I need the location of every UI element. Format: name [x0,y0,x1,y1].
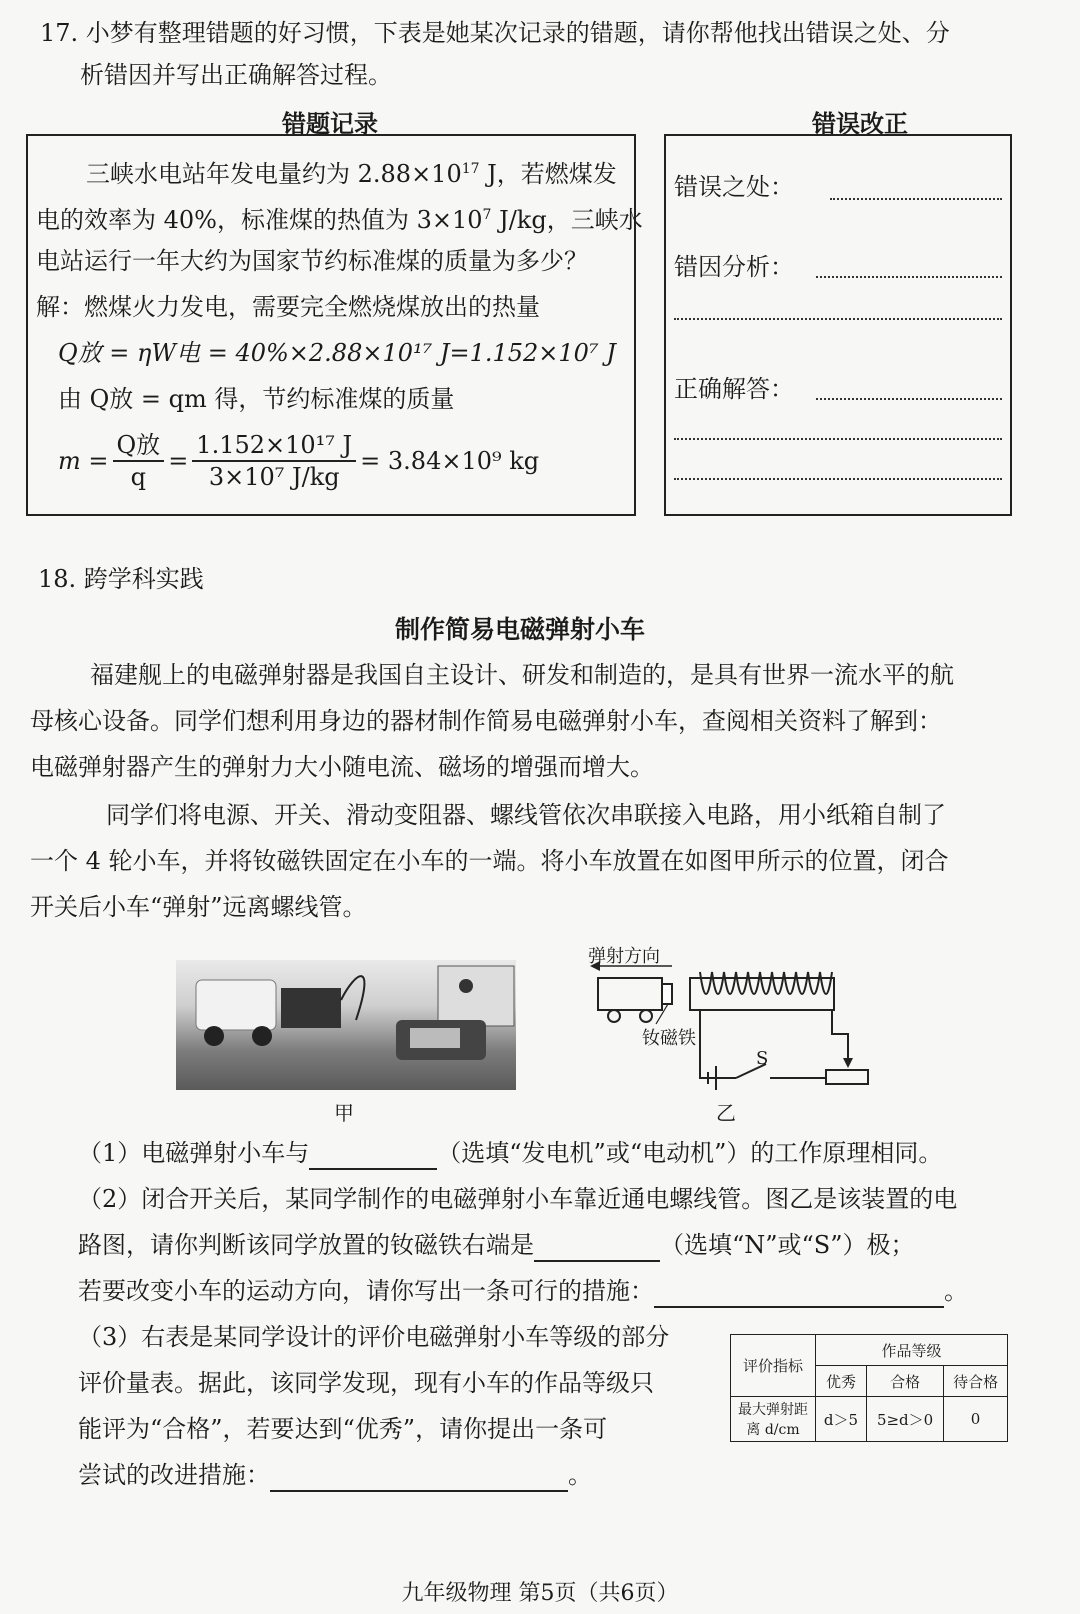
record-line-1b: J，若燃煤发 [479,160,617,188]
figure-a-photo [176,960,516,1090]
sub-question-1 [78,1136,942,1170]
magnet-label: 钕磁铁 [642,1028,696,1049]
correction-box [664,134,1012,516]
para1-line1: 福建舰上的电磁弹射器是我国自主设计、研发和制造的，是具有世界一流水平的航 [90,661,954,689]
eq3-fraction-1 [113,430,165,492]
correct-answer-blank-1[interactable] [816,398,1002,400]
correct-answer-label: 正确解答： [674,375,794,403]
q18-title: 制作简易电磁弹射小车 [394,615,645,644]
record-line-1-exp: 17 [461,161,480,177]
eq3-fraction-2 [192,430,356,492]
table-row-label: 最大弹射距离 d/cm [731,1397,816,1442]
cart-body [598,978,662,1010]
s3-blank[interactable] [270,1464,568,1492]
equation-1: Q放 = ηW电 = 40%×2.88×10¹⁷ J=1.152×10⁷ J [58,339,616,367]
coil [700,972,832,994]
s1-text-b: （选填“发电机”或“电动机”）的工作原理相同。 [437,1139,943,1167]
s3-text-d: 尝试的改进措施： [78,1461,270,1489]
s3-end: 。 [568,1461,592,1489]
eq3-frac1-den: q [130,463,147,491]
correction-header: 错误改正 [812,109,908,138]
wrong-record-box [26,134,643,516]
error-cause-blank-1[interactable] [816,276,1002,278]
s2-text-c: 若要改变小车的运动方向，请你写出一条可行的措施： [78,1277,654,1305]
error-location-label: 错误之处： [674,173,794,201]
rheostat [826,1070,868,1084]
table-header-pending: 待合格 [944,1366,1008,1397]
correct-answer-blank-3[interactable] [674,478,1002,480]
record-line-2 [36,198,643,237]
eq3-frac2-num: 1.152×10¹⁷ J [192,430,356,462]
error-cause-label: 错因分析： [674,253,794,281]
magnet [662,984,672,1004]
eq3-frac2-den: 3×10⁷ J/kg [208,463,340,491]
q18-heading: 18. 跨学科实践 [38,565,204,593]
record-line-2b: J/kg，三峡水 [491,206,643,234]
rheostat-slider-arrow [843,1058,853,1068]
record-line-2-exp: 7 [482,207,492,223]
s2-end: 。 [944,1277,968,1305]
page-footer: 九年级物理 第5页（共6页） [401,1581,679,1606]
equation-2: 由 Q放 = qm 得，节约标准煤的质量 [58,385,455,413]
s2-text-b: （选填“N”或“S”）极； [660,1231,915,1259]
s2-line1: （2）闭合开关后，某同学制作的电磁弹射小车靠近通电螺线管。图乙是该装置的电 [78,1185,958,1213]
s3-line3: 能评为“合格”，若要达到“优秀”，请你提出一条可 [78,1415,608,1443]
error-cause-blank-2[interactable] [674,318,1002,320]
wrong-record-header: 错题记录 [282,109,378,138]
figure-b-label: 乙 [716,1101,736,1125]
s2-line3 [78,1274,968,1308]
record-line-1 [86,152,617,191]
para2-line2: 一个 4 轮小车，并将钕磁铁固定在小车的一端。将小车放置在如图甲所示的位置，闭合 [30,847,949,875]
s1-text-a: （1）电磁弹射小车与 [78,1139,310,1167]
s1-blank[interactable] [309,1142,437,1170]
table-cell-pending: 0 [944,1397,1008,1442]
eq3-rhs: = 3.84×10⁹ kg [360,447,540,475]
record-line-3: 电站运行一年大约为国家节约标准煤的质量为多少？ [36,247,588,275]
table-header-excellent: 优秀 [816,1366,867,1397]
para2-line3: 开关后小车“弹射”远离螺线管。 [30,893,367,921]
q17-intro-line1: 17. 小梦有整理错题的好习惯，下表是她某次记录的错题，请你帮他找出错误之处、分 [40,19,950,47]
s2-text-a: 路图，请你判断该同学放置的钕磁铁右端是 [78,1231,534,1259]
s2-line2 [78,1228,915,1262]
table-cell-excellent: d＞5 [816,1397,867,1442]
record-line-4: 解：燃煤火力发电，需要完全燃烧煤放出的热量 [36,293,540,321]
table-header-indicator: 评价指标 [731,1335,816,1397]
figure-a-drawing [176,960,516,1090]
direction-label: 弹射方向 [588,946,660,967]
correct-answer-blank-2[interactable] [674,438,1002,440]
q17-intro-line2: 析错因并写出正确解答过程。 [80,61,392,89]
para1-line3: 电磁弹射器产生的弹射力大小随电流、磁场的增强而增大。 [30,753,654,781]
s2-blank-measure[interactable] [654,1280,944,1308]
figure-a-label: 甲 [334,1101,354,1125]
switch-label: S [756,1048,769,1069]
s3-line4 [78,1458,592,1492]
s3-line2: 评价量表。据此，该同学发现，现有小车的作品等级只 [78,1369,654,1397]
equation-3: m = $\frac{\text{Q放}}{q}$ = $\frac{\text{1.152×10¹⁷ J}}{\text{3×10⁷ J/kg}}$ = 3.84×10⁹ kg [58,431,540,491]
para2-line1: 同学们将电源、开关、滑动变阻器、螺线管依次串联接入电路，用小纸箱自制了 [106,801,946,829]
s2-blank-pole[interactable] [534,1234,660,1262]
table-header-grade: 作品等级 [816,1335,1008,1366]
record-line-1a: 三峡水电站年发电量约为 2.88×10 [86,160,462,188]
record-line-2a: 电的效率为 40%，标准煤的热值为 3×10 [36,206,483,234]
evaluation-table [730,1334,1008,1442]
error-location-blank[interactable] [830,198,1002,200]
table-cell-pass: 5≥d＞0 [867,1397,944,1442]
para1-line2: 母核心设备。同学们想利用身边的器材制作简易电磁弹射小车，查阅相关资料了解到： [30,707,942,735]
eq3-frac1-num: Q放 [113,430,165,462]
eq3-lhs: m = [58,447,109,475]
table-header-pass: 合格 [867,1366,944,1397]
s3-line1: （3）右表是某同学设计的评价电磁弹射小车等级的部分 [78,1323,670,1351]
